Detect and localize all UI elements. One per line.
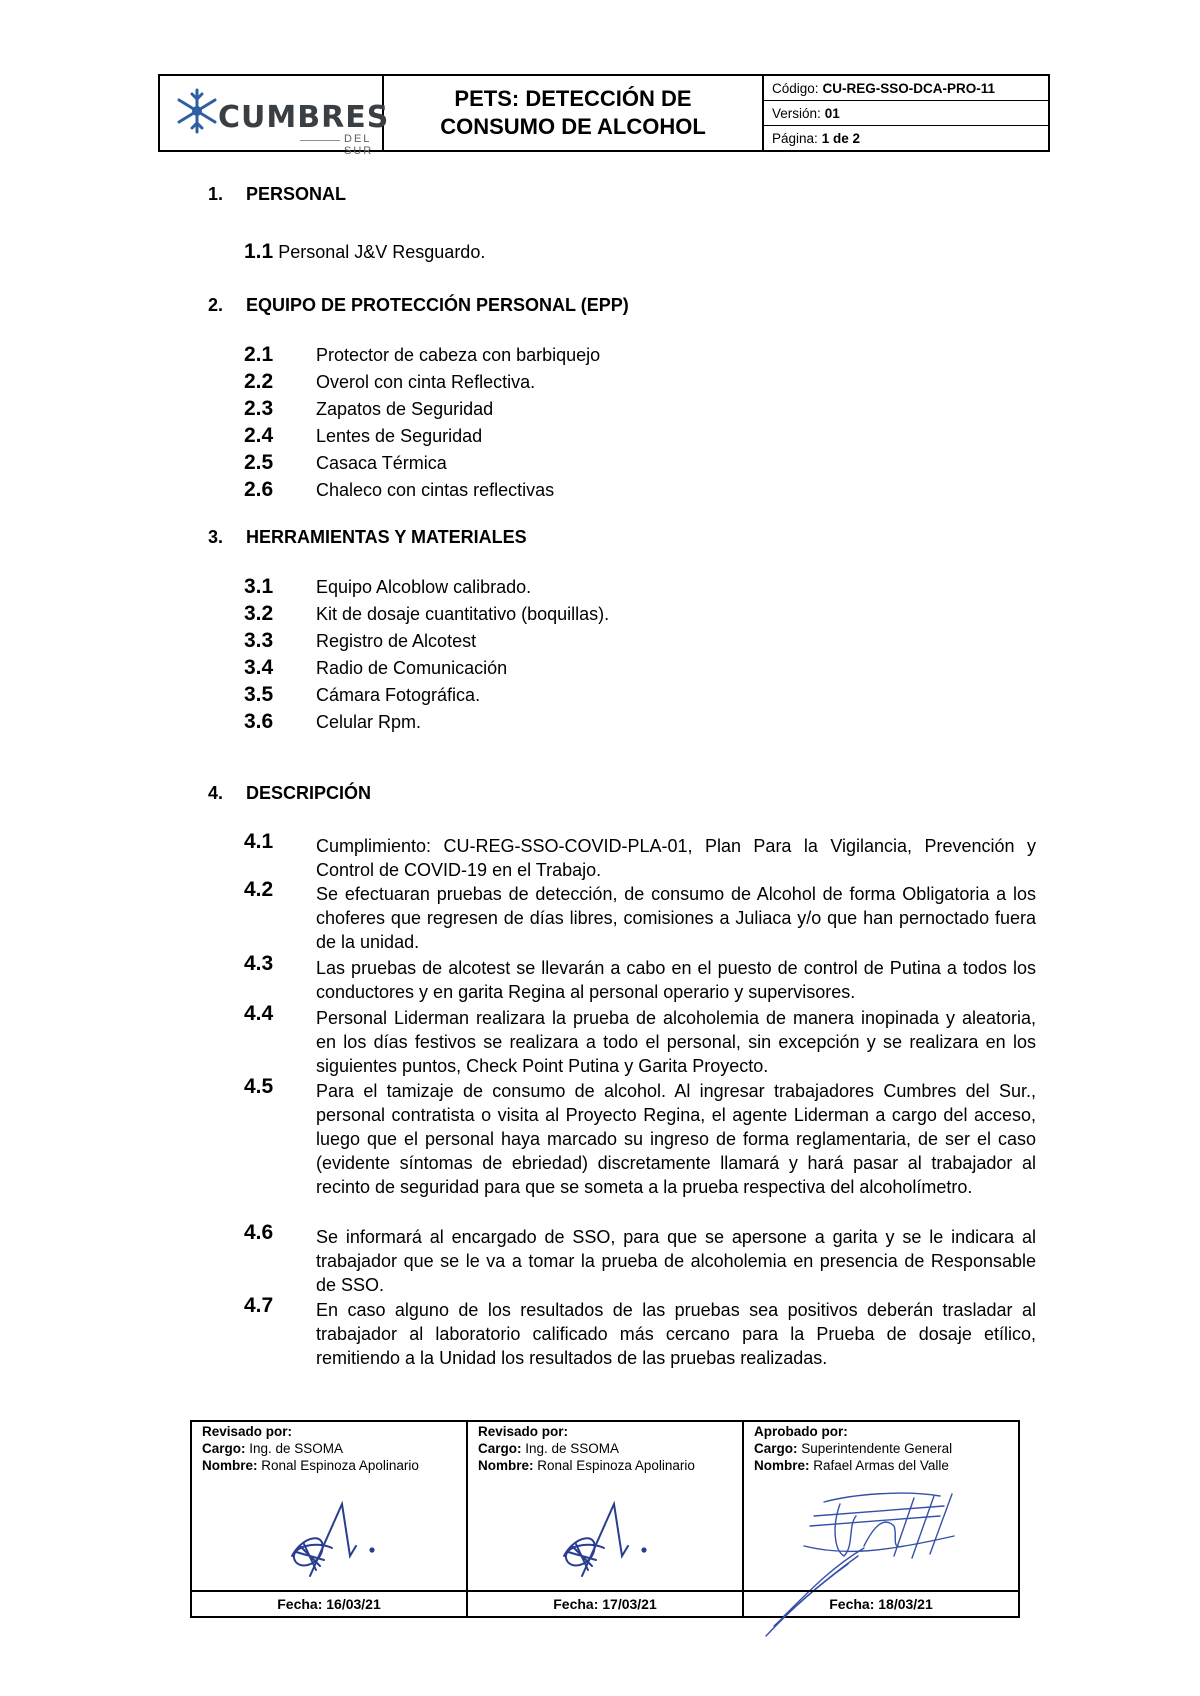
list-item: 2.3 Zapatos de Seguridad — [244, 397, 494, 420]
list-item: 2.4 Lentes de Seguridad — [244, 424, 483, 447]
approval-table — [190, 1420, 1020, 1618]
version-label: Versión: — [772, 105, 821, 121]
description-item: 4.2 Se efectuaran pruebas de detección, de consumo de Alcohol de forma Obligatoria a los choferes que regresen de días libres, comisiones a Juliaca y/o que han pernoctado fuera de la unidad. — [244, 878, 1036, 952]
list-item: 3.3 Registro de Alcotest — [244, 629, 477, 652]
cargo-value: Ing. de SSOMA — [249, 1441, 344, 1456]
description-item: 4.3 Las pruebas de alcotest se llevarán a cabo en el puesto de control de Putina a todos los conductores y en garita Regina al personal operario y supervisores. — [244, 952, 1036, 1002]
role-label: Aprobado por: — [754, 1424, 848, 1439]
pagina-label: Página: — [772, 130, 818, 146]
list-item: 1.1 Personal J&V Resguardo. — [244, 240, 486, 263]
nombre-value: Ronal Espinoza Apolinario — [261, 1458, 419, 1473]
approval-cell-reviewer-2: Revisado por: Cargo: Ing. de SSOMA Nombre: Ronal Espinoza Apolinario Fecha: 17/03/21 — [468, 1422, 744, 1616]
document-header — [158, 74, 1050, 157]
title-line-1: PETS: DETECCIÓN DE — [454, 86, 692, 111]
description-item: 4.5 Para el tamizaje de consumo de alcohol. Al ingresar trabajadores Cumbres del Sur., personal contratista o visita al Proyecto Regina, el agente Liderman a cargo del acceso, luego que el personal haya marcado su ingreso de forma reglamentaria, de ser el caso (evidente síntomas de ebriedad) discretamente llamará y hará pasar al trabajador al recinto de seguridad para que se someta a la prueba respectiva del alcoholímetro. — [244, 1075, 1036, 1197]
version-value: 01 — [824, 105, 840, 121]
title-line-2: CONSUMO DE ALCOHOL — [440, 114, 706, 139]
company-logo — [160, 76, 390, 157]
nombre-value: Ronal Espinoza Apolinario — [537, 1458, 695, 1473]
description-item: 4.1 Cumplimiento: CU-REG-SSO-COVID-PLA-01, Plan Para la Vigilancia, Prevención y Control de COVID-19 en el Trabajo. — [244, 830, 1036, 880]
nombre-value: Rafael Armas del Valle — [813, 1458, 949, 1473]
logo-subtitle: DEL SUR — [344, 133, 374, 157]
section-heading-epp: 2. EQUIPO DE PROTECCIÓN PERSONAL (EPP) — [208, 295, 629, 315]
role-label: Revisado por: — [478, 1424, 569, 1439]
snowflake-logo-icon — [174, 86, 220, 136]
logo-divider — [300, 140, 340, 141]
cargo-value: Ing. de SSOMA — [525, 1441, 620, 1456]
codigo-value: CU-REG-SSO-DCA-PRO-11 — [822, 80, 996, 96]
description-item: 4.6 Se informará al encargado de SSO, para que se apersone a garita y se le indicara al trabajador que se le va a tomar la prueba de alcoholemia en presencia de Responsable de SSO. — [244, 1221, 1036, 1295]
pagina-value: 1 de 2 — [821, 130, 861, 146]
signature-image — [744, 1486, 1020, 1592]
description-item: 4.7 En caso alguno de los resultados de las pruebas sea positivos deberán trasladar al trabajador al laboratorio calificado más cercano para la Prueba de dosaje etílico, remitiendo a la Unidad los resultados de las pruebas realizadas. — [244, 1294, 1036, 1368]
role-label: Revisado por: — [202, 1424, 293, 1439]
signature-image — [468, 1486, 744, 1592]
section-heading-descripcion: 4. DESCRIPCIÓN — [208, 783, 372, 803]
signature-image — [192, 1486, 468, 1592]
list-item: 2.2 Overol con cinta Reflectiva. — [244, 370, 536, 393]
fecha-value: Fecha: 16/03/21 — [192, 1590, 466, 1616]
cargo-value: Superintendente General — [801, 1441, 953, 1456]
version-row — [764, 101, 1048, 126]
list-item: 3.2 Kit de dosaje cuantitativo (boquillas). — [244, 602, 610, 625]
list-item: 2.1 Protector de cabeza con barbiquejo — [244, 343, 601, 366]
list-item: 3.1 Equipo Alcoblow calibrado. — [244, 575, 532, 598]
pagina-row — [764, 126, 1048, 150]
approval-cell-reviewer-1: Revisado por: Cargo: Ing. de SSOMA Nombre: Ronal Espinoza Apolinario Fecha: 16/03/21 — [192, 1422, 468, 1616]
section-heading-personal: 1. PERSONAL — [208, 184, 347, 204]
approval-cell-approver: Aprobado por: Cargo: Superintendente General Nombre: Rafael Armas del Valle Fecha: 18/03/21 — [744, 1422, 1018, 1616]
list-item: 3.4 Radio de Comunicación — [244, 656, 508, 679]
fecha-value: Fecha: 17/03/21 — [468, 1590, 742, 1616]
list-item: 2.6 Chaleco con cintas reflectivas — [244, 478, 555, 501]
document-meta — [764, 76, 1048, 150]
list-item: 3.5 Cámara Fotográfica. — [244, 683, 481, 706]
fecha-value: Fecha: 18/03/21 — [744, 1590, 1018, 1616]
list-item: 3.6 Celular Rpm. — [244, 710, 422, 733]
codigo-row — [764, 76, 1048, 101]
description-item: 4.4 Personal Liderman realizara la prueba de alcoholemia de manera inopinada y aleatoria, en los días festivos se realizara a todo el personal, sin excepción y se realizara en los siguientes puntos, Check Point Putina y Garita Proyecto. — [244, 1002, 1036, 1076]
section-heading-herramientas: 3. HERRAMIENTAS Y MATERIALES — [208, 527, 527, 547]
list-item: 2.5 Casaca Térmica — [244, 451, 447, 474]
codigo-label: Código: — [772, 80, 819, 96]
logo-wordmark: CUMBRES — [218, 100, 390, 135]
document-title — [384, 76, 764, 150]
